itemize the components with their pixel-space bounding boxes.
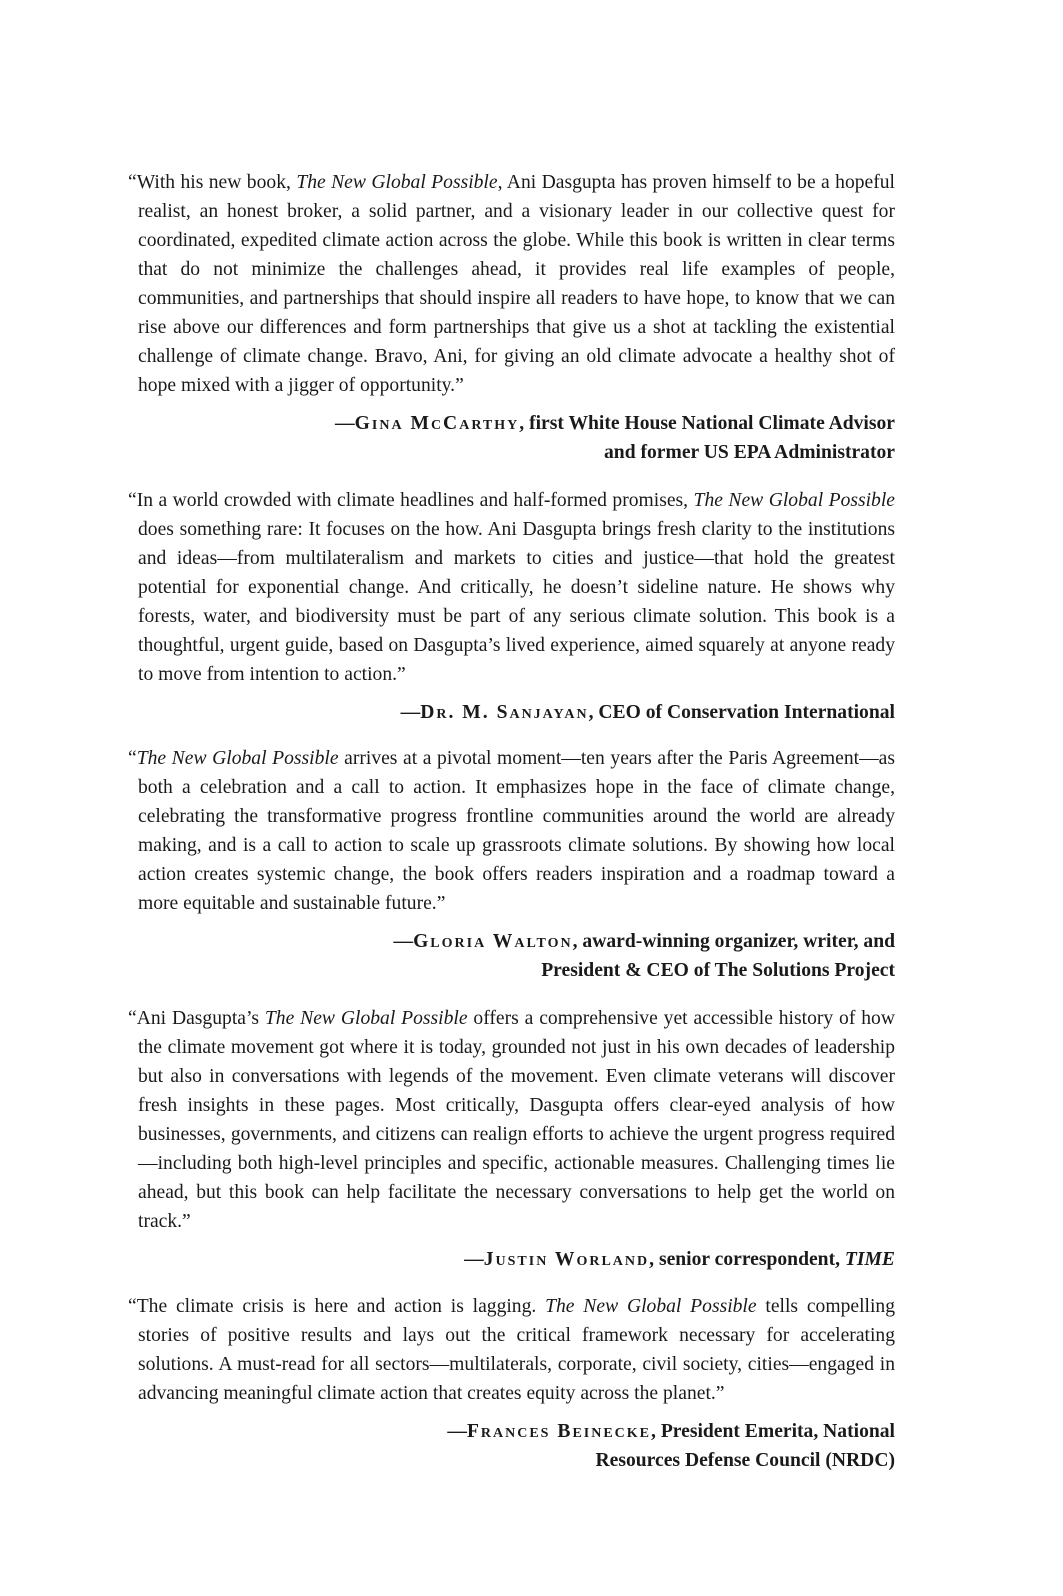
- blurb-attribution: —Gina McCarthy, first White House National Climate Advisor and former US EPA Administrator: [138, 409, 895, 467]
- author-role: , senior correspondent,: [649, 1249, 845, 1270]
- blurb-quote: “With his new book, The New Global Possible, Ani Dasgupta has proven himself to be a hopeful realist, an honest broker, a solid partner, and a visionary leader in our collective quest for coordinated, expedited climate action across the globe. While this book is written in clear terms that do not minimize the challenges ahead, it provides real life examples of people, communities, and partnerships that should inspire all readers to have hope, to know that we can rise above our differences and form partnerships that give us a shot at tackling the existential challenge of climate change. Bravo, Ani, for giving an old climate advocate a healthy shot of hope mixed with a jigger of opportunity.”: [128, 172, 896, 396]
- book-title: The New Global Possible: [693, 490, 895, 511]
- blurb-attribution: —Dr. M. Sanjayan, CEO of Conservation International: [400, 702, 895, 723]
- author-name: Gloria Walton: [413, 931, 573, 952]
- author-role-continued: Resources Defense Council (NRDC): [595, 1450, 895, 1471]
- author-name: Justin Worland: [483, 1249, 650, 1270]
- blurb-worland: [128, 1004, 895, 1274]
- author-role-continued: President & CEO of The Solutions Project: [541, 960, 895, 981]
- author-role-continued: and former US EPA Administrator: [604, 442, 895, 463]
- book-title: The New Global Possible: [545, 1296, 757, 1317]
- blurb-sanjayan: [128, 486, 895, 727]
- author-name: Gina McCarthy: [354, 413, 520, 434]
- author-role: , first White House National Climate Advisor: [519, 413, 895, 434]
- author-name: Dr. M. Sanjayan: [420, 702, 589, 723]
- blurb-attribution: —Frances Beinecke, President Emerita, National Resources Defense Council (NRDC): [138, 1417, 895, 1475]
- blurb-quote: “In a world crowded with climate headlines and half-formed promises, The New Global Possible does something rare: It focuses on the how. Ani Dasgupta brings fresh clarity to the institutions and ideas—from multilateralism and markets to cities and justice—that hold the greatest potential for exponential change. And critically, he doesn’t sideline nature. He shows why forests, water, and biodiversity must be part of any serious climate solution. This book is a thoughtful, urgent guide, based on Dasgupta’s lived experience, aimed squarely at anyone ready to move from intention to action.”: [128, 490, 895, 685]
- blurb-attribution: —Justin Worland, senior correspondent, TIME: [464, 1249, 895, 1270]
- blurb-beinecke: [128, 1292, 895, 1475]
- blurb-attribution: —Gloria Walton, award-winning organizer, writer, and President & CEO of The Solutions Project: [138, 927, 895, 985]
- author-name: Frances Beinecke: [466, 1421, 652, 1442]
- author-role: , CEO of Conservation International: [588, 702, 895, 723]
- blurb-quote: “Ani Dasgupta’s The New Global Possible offers a comprehensive yet accessible history of how the climate movement got where it is today, grounded not just in his own decades of leadership but also in conversations with legends of the movement. Even climate veterans will discover fresh insights in these pages. Most critically, Dasgupta offers clear-eyed analysis of how businesses, governments, and citizens can realign efforts to achieve the urgent progress required—including both high-level principles and specific, actionable measures. Challenging times lie ahead, but this book can help facilitate the necessary conversations to help get the world on track.”: [128, 1008, 895, 1232]
- author-role: , award-winning organizer, writer, and: [572, 931, 895, 952]
- book-title: The New Global Possible: [136, 748, 339, 769]
- blurb-walton: [128, 744, 895, 985]
- blurb-quote: “The New Global Possible arrives at a pivotal moment—ten years after the Paris Agreement—as both a celebration and a call to action. It emphasizes hope in the face of climate change, celebrating the transformative progress frontline communities around the world are already making, and is a call to action to scale up grassroots climate solutions. By showing how local action creates systemic change, the book offers readers inspiration and a roadmap toward a more equitable and sustainable future.”: [128, 748, 895, 914]
- book-title: The New Global Possible: [296, 172, 498, 193]
- blurb-mccarthy: [128, 168, 896, 467]
- publication-name: TIME: [844, 1249, 895, 1270]
- book-title: The New Global Possible: [264, 1008, 468, 1029]
- blurb-quote: “The climate crisis is here and action is lagging. The New Global Possible tells compelling stories of positive results and lays out the critical framework necessary for accelerating solutions. A must-read for all sectors—multilaterals, corporate, civil society, cities—engaged in advancing meaningful climate action that creates equity across the planet.”: [128, 1296, 895, 1404]
- author-role: , President Emerita, National: [651, 1421, 895, 1442]
